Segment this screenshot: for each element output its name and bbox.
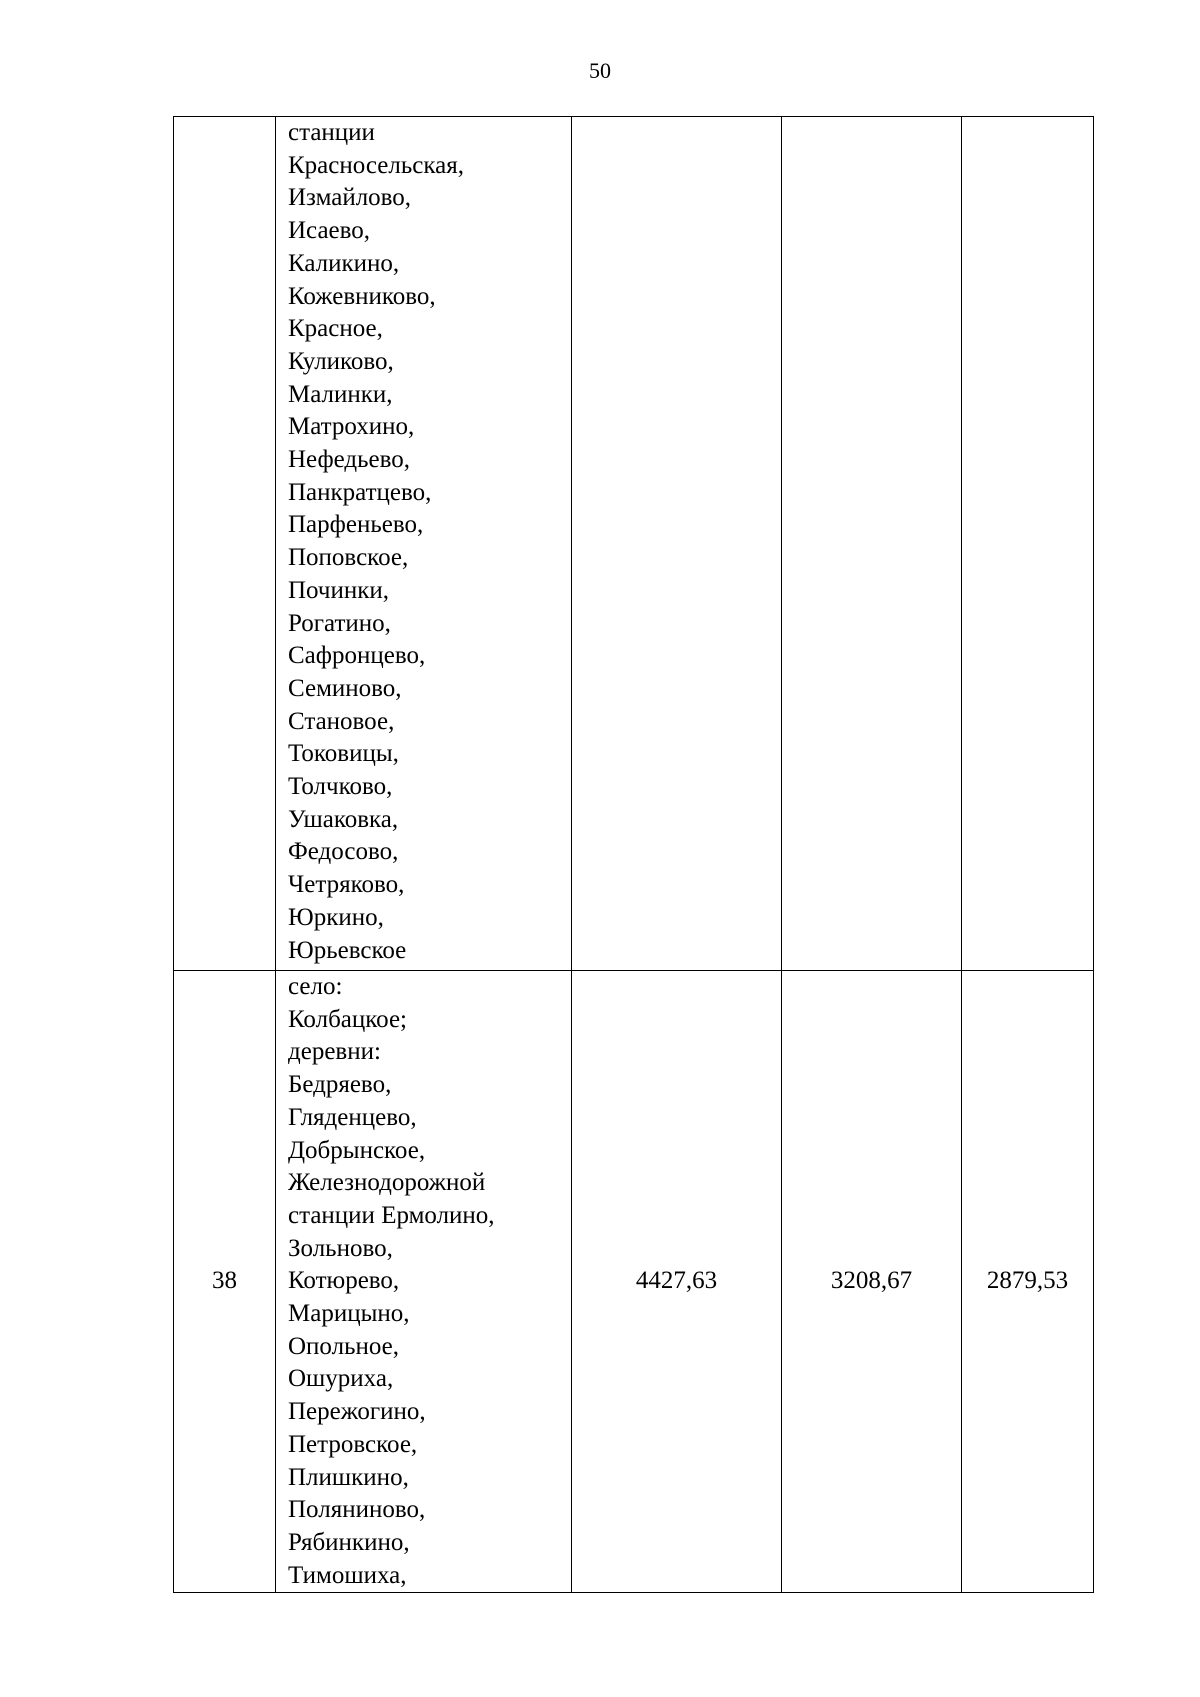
settlement-line: Пережогино, (288, 1398, 426, 1426)
settlement-line: Куликово, (288, 347, 394, 375)
settlement-line: Гляденцево, (288, 1103, 417, 1131)
settlement-line: Тимошиха, (288, 1561, 407, 1589)
settlement-line: Красное, (288, 315, 383, 343)
settlements-cell (276, 971, 572, 1593)
value-cell-2 (782, 117, 962, 971)
value-cell-1 (572, 117, 782, 971)
row-number-cell (174, 117, 276, 971)
settlement-line: Измайлово, (288, 184, 412, 212)
settlements-list (288, 971, 567, 1592)
settlement-line: Бедряево, (288, 1071, 392, 1099)
settlement-line: Каликино, (288, 249, 400, 277)
settlement-line: Рогатино, (288, 609, 391, 637)
settlement-line: Парфеньево, (288, 511, 424, 539)
settlement-line: Петровское, (288, 1430, 418, 1458)
settlement-line: Рябинкино, (288, 1528, 410, 1556)
settlement-line: станции (288, 119, 375, 146)
settlement-line: Починки, (288, 576, 390, 604)
settlement-line: Ошуриха, (288, 1365, 394, 1393)
settlement-line: Колбацкое; (288, 1005, 407, 1033)
settlement-line: Четряково, (288, 871, 405, 899)
settlement-line: Опольное, (288, 1332, 400, 1360)
settlements-list (288, 117, 567, 967)
value-cell-1: 4427,63 (572, 971, 782, 1593)
row-number-cell: 38 (174, 971, 276, 1593)
value-cell-3 (962, 117, 1094, 971)
settlement-line: Марицыно, (288, 1300, 410, 1328)
data-table (173, 116, 1094, 1593)
settlement-line: Панкратцево, (288, 478, 432, 506)
settlement-line: деревни: (288, 1038, 381, 1066)
settlement-line: Поповское, (288, 544, 409, 572)
table-row (174, 117, 1094, 971)
settlement-line: станции Ермолино, (288, 1201, 495, 1229)
settlement-line: Исаево, (288, 217, 371, 245)
settlement-line: Ушаковка, (288, 805, 399, 833)
settlement-line: Матрохино, (288, 413, 415, 441)
settlement-line: Нефедьево, (288, 446, 411, 474)
value-cell-2: 3208,67 (782, 971, 962, 1593)
settlement-line: Зольново, (288, 1234, 393, 1262)
settlement-line: Становое, (288, 707, 395, 735)
settlement-line: Сафронцево, (288, 642, 426, 670)
page-number: 50 (589, 58, 611, 83)
settlement-line: Красносельская, (288, 151, 464, 179)
settlement-line: Толчково, (288, 773, 393, 801)
settlement-line: Добрынское, (288, 1136, 426, 1164)
settlement-line: Юрьевское (288, 936, 407, 964)
settlement-line: Семиново, (288, 674, 402, 702)
value-cell-3: 2879,53 (962, 971, 1094, 1593)
settlement-line: Юркино, (288, 903, 384, 931)
settlement-line: Федосово, (288, 838, 399, 866)
settlement-line: Плишкино, (288, 1463, 409, 1491)
settlement-line: Железнодорожной (288, 1169, 486, 1197)
settlement-line: село: (288, 973, 343, 1000)
table-row (174, 971, 1094, 1593)
settlement-line: Котюрево, (288, 1267, 400, 1295)
settlement-line: Токовицы, (288, 740, 399, 768)
settlement-line: Полянинoво, (288, 1496, 426, 1524)
settlement-line: Кожевниково, (288, 282, 436, 310)
settlement-line: Малинки, (288, 380, 393, 408)
settlements-cell (276, 117, 572, 971)
